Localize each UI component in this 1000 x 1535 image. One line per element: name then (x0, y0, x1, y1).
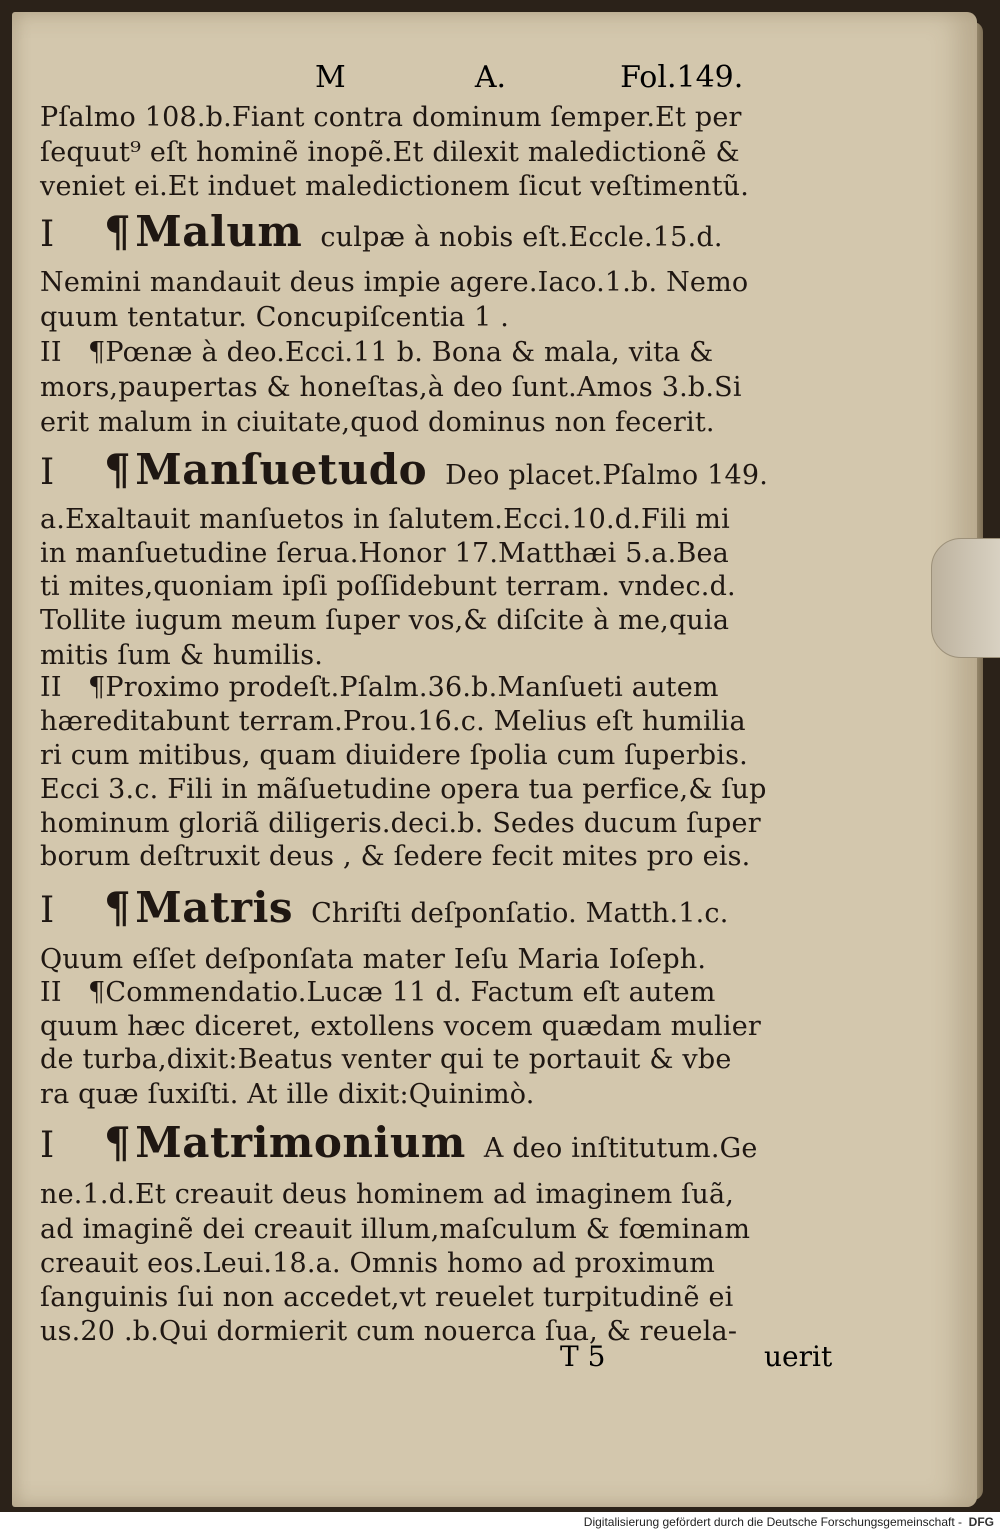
entry-line (40, 641, 323, 671)
text-line: Ecci 3.c. Fili in mãſuetudine opera tua perfice,& ſup (40, 774, 767, 805)
text-line: ſanguinis ſui non accedet,vt reuelet turpitudinẽ ei (40, 1282, 734, 1313)
entry-line (40, 338, 713, 368)
entry-headword: Malum (135, 207, 303, 256)
text-line: a.Exaltauit manſuetos in ſalutem.Ecci.10.d.Fili mi (40, 504, 730, 535)
entry-line (40, 775, 767, 805)
text-line: in manſuetudine ſerua.Honor 17.Matthæi 5.a.Bea (40, 538, 729, 569)
running-header (315, 60, 743, 95)
text-line: mitis ſum & humilis. (40, 640, 324, 671)
thumb-tab (931, 538, 1000, 658)
text-line: Pſalmo 108.b.Fiant contra dominum ſemper.Et per (40, 102, 742, 133)
entry-line (40, 1180, 734, 1210)
signature-mark: T 5 (560, 1340, 606, 1373)
entry-text: Deo placet.Pſalmo 149. (445, 460, 768, 491)
entry-line (40, 707, 746, 737)
entry-line (40, 978, 716, 1008)
text-line: Quum eſſet deſponſata mater Ieſu Maria Ioſeph. (40, 944, 707, 975)
entry-text: Chriſti deſponſatio. Matth.1.c. (311, 898, 729, 929)
text-line: quum hæc diceret, extollens vocem quædam mulier (40, 1011, 761, 1042)
entry-headword: Matris (135, 883, 294, 932)
roman-numeral: I (40, 452, 55, 493)
entry-line (40, 303, 509, 333)
intro-line (40, 172, 749, 202)
roman-numeral: II (40, 337, 62, 368)
entry-line (40, 505, 730, 535)
footer-bar (0, 1512, 1000, 1535)
entry-line (40, 945, 706, 975)
entry-text: culpæ à nobis eſt.Eccle.15.d. (320, 222, 723, 253)
roman-numeral: II (40, 977, 62, 1008)
text-line: Tollite iugum meum ſuper vos,& diſcite à me,quia (40, 605, 730, 636)
text-line: ra quæ ſuxiſti. At ille dixit:Quinimò. (40, 1079, 535, 1110)
intro-line (40, 103, 742, 133)
entry-text: A deo inſtitutum.Ge (483, 1133, 758, 1164)
catchword: uerit (764, 1340, 833, 1373)
text-line: ri cum mitibus, quam diuidere ſpolia cum ſuperbis. (40, 740, 748, 771)
entry-line (40, 408, 715, 438)
entry-line (40, 1118, 758, 1167)
entry-line (40, 1012, 761, 1042)
text-line: quum tentatur. Concupiſcentia 1 . (40, 302, 510, 333)
entry-line (40, 1045, 732, 1075)
text-line: creauit eos.Leui.18.a. Omnis homo ad proximum (40, 1248, 716, 1279)
dfg-logo: DFG (968, 1515, 994, 1529)
entry-line (40, 1080, 535, 1110)
pilcrow-icon: ¶ (104, 1118, 132, 1167)
entry-line (40, 572, 736, 602)
text-line: mors,paupertas & honeſtas,à deo ſunt.Amos 3.b.Si (40, 372, 742, 403)
text-line: Proximo prodeſt.Pſalm.36.b.Manſueti autem (105, 672, 719, 703)
text-line: hominum gloriã diligeris.deci.b. Sedes ducum ſuper (40, 808, 761, 839)
text-line: ad imaginẽ dei creauit illum,maſculum & fœminam (40, 1214, 751, 1245)
folio-number: Fol.149. (620, 60, 744, 95)
pilcrow-icon: ¶ (88, 977, 106, 1008)
entry-line (40, 1249, 715, 1279)
entry-line (40, 1317, 737, 1347)
text-line: de turba,dixit:Beatus venter qui te portauit & vbe (40, 1044, 732, 1075)
text-line: ne.1.d.Et creauit deus hominem ad imaginem ſuã, (40, 1179, 735, 1210)
roman-numeral: I (40, 214, 55, 255)
entry-line (40, 268, 748, 298)
text-line: Commendatio.Lucæ 11 d. Factum eſt autem (105, 977, 716, 1008)
header-left: M (315, 60, 346, 95)
pilcrow-icon: ¶ (104, 445, 132, 494)
header-mid: A. (474, 60, 507, 95)
pilcrow-icon: ¶ (88, 672, 106, 703)
text-line: ti mites,quoniam ipſi poſſidebunt terram. vndec.d. (40, 571, 736, 602)
entry-line (40, 445, 768, 494)
text-line: Pœnæ à deo.Ecci.11 b. Bona & mala, vita & (105, 337, 714, 368)
roman-numeral: I (40, 890, 55, 931)
text-line: ſequut⁹ eſt hominẽ inopẽ.Et dilexit maledictionẽ & (40, 137, 740, 168)
entry-line (40, 842, 750, 872)
entry-line (40, 539, 729, 569)
text-line: hæreditabunt terram.Prou.16.c. Melius eſt humilia (40, 706, 746, 737)
pilcrow-icon: ¶ (104, 207, 132, 256)
text-line: us.20 .b.Qui dormierit cum nouerca ſua, & reuela- (40, 1316, 738, 1347)
roman-numeral: II (40, 672, 62, 703)
entry-line (40, 606, 729, 636)
entry-headword: Matrimonium (135, 1118, 466, 1167)
text-line: veniet ei.Et induet maledictionem ſicut veſtimentũ. (40, 171, 750, 202)
entry-line (40, 1215, 750, 1245)
entry-headword: Manſuetudo (135, 445, 428, 494)
entry-line (40, 883, 729, 932)
entry-line (40, 373, 742, 403)
entry-line (40, 809, 761, 839)
intro-line (40, 138, 740, 168)
text-line: borum deſtruxit deus , & ſedere fecit mites pro eis. (40, 841, 751, 872)
text-line: erit malum in ciuitate,quod dominus non fecerit. (40, 407, 715, 438)
roman-numeral: I (40, 1125, 55, 1166)
entry-line (40, 741, 748, 771)
pilcrow-icon: ¶ (88, 337, 106, 368)
text-line: Nemini mandauit deus impie agere.Iaco.1.b. Nemo (40, 267, 749, 298)
entry-line (40, 1283, 733, 1313)
entry-line (40, 207, 723, 256)
entry-line (40, 673, 719, 703)
footer-credit: Digitalisierung gefördert durch die Deutsche Forschungsgemeinschaft - (583, 1515, 962, 1529)
pilcrow-icon: ¶ (104, 883, 132, 932)
